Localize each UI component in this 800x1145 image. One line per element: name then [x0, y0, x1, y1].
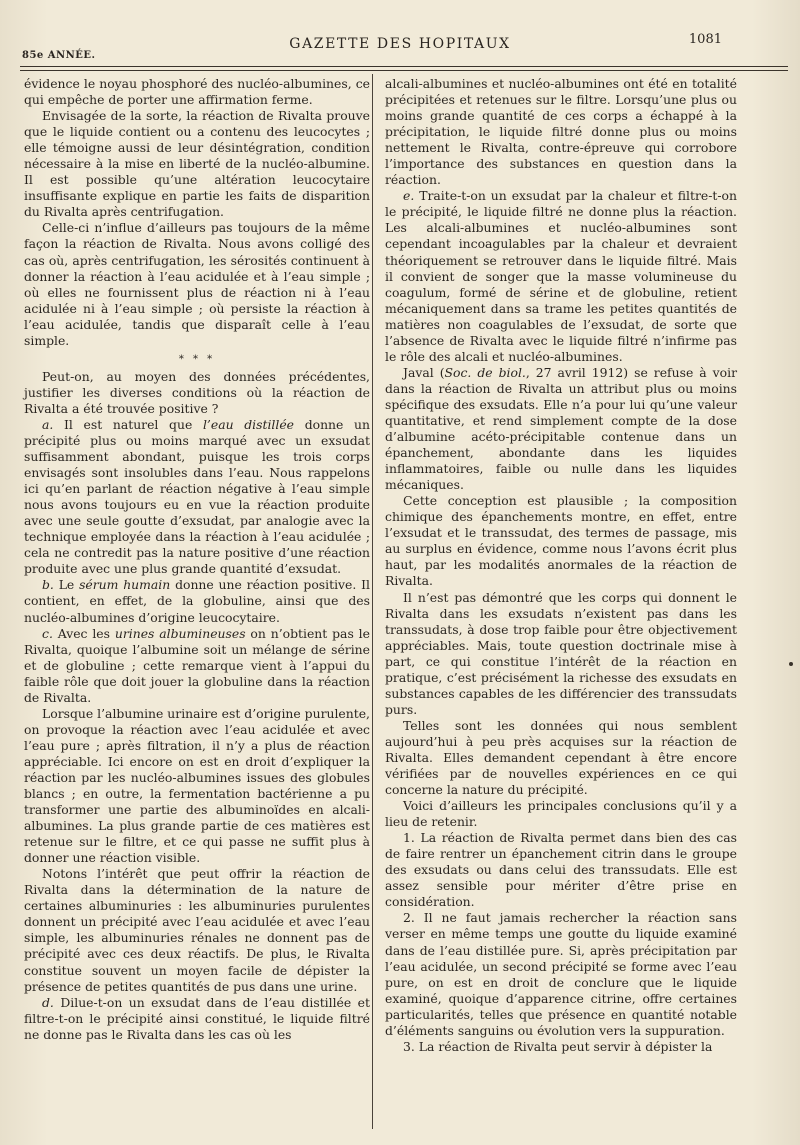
conclusion-item: 1. La réaction de Rivalta permet dans bien des cas de faire rentrer un épanchement citrin dans le groupe des exsudats ou dans celui des transsudats. Elle est assez sensible pour mériter d’être prise en considération.	[385, 830, 737, 910]
paragraph: Peut-on, au moyen des données précédentes, justifier les diverses conditions où la réaction de Rivalta a été trouvée positive ?	[24, 368, 370, 416]
paragraph: e. Traite-t-on un exsudat par la chaleur et filtre-t-on le précipité, le liquide filtré ne donne plus la réaction. Les alcali-albumines et nucléo-albumines sont cependant incoagulables par la chaleur et devraient théoriquement se retrouver dans le liquide filtré. Mais il convient de songer que la masse volumineuse du coagulum, formé de sérine et de globuline, retient mécaniquement dans sa trame les petites quantités de matières non coagulables de l’exsudat, de sorte que l’absence de Rivalta avec le liquide filtré n’infirme pas le rôle des alcali et nucléo-albumines.	[385, 188, 737, 364]
paragraph: Telles sont les données qui nous semblent aujourd’hui à peu près acquises sur la réaction de Rivalta. Elles demandent cependant à être encore vérifiées par de nouvelles expériences en ce qui concerne la nature du précipité.	[385, 717, 737, 798]
page-header	[0, 28, 800, 68]
item-letter: a.	[42, 416, 54, 432]
paragraph: Javal (Soc. de biol., 27 avril 1912) se refuse à voir dans la réaction de Rivalta un attribut plus ou moins spécifique des exsudats. Elle n’a pour lui qu’une valeur quantitative, et rend simplement compte de la dose d’albumine acéto-précipitable contenue dans un épanchement, abondante dans les liquides inflammatoires, faible ou nulle dans les liquides mécaniques.	[385, 364, 737, 493]
emphasis: urines albumineuses	[114, 625, 246, 641]
journal-title: GAZETTE DES HOPITAUX	[289, 36, 511, 52]
item-letter: e.	[403, 188, 415, 204]
year-label: 85e ANNÉE.	[22, 50, 96, 61]
page-number: 1081	[688, 32, 722, 47]
paragraph: c. Avec les urines albumineuses on n’obtient pas le Rivalta, quoique l’albumine soit un mélange de sérine et de globuline ; cette remarque vient à l’appui du faible rôle que doit jouer la globuline dans la réaction de Rivalta.	[24, 625, 370, 705]
paragraph: b. Le sérum humain donne une réaction positive. Il contient, en effet, de la globuline, ainsi que des nucléo-albumines d’origine leucocytaire.	[24, 577, 370, 625]
paragraph: Cette conception est plausible ; la composition chimique des épanchements montre, en effet, entre l’exsudat et le transsudat, des termes de passage, mis au surplus en évidence, comme nous l’avons écrit plus haut, par les modalités anormales de la réaction de Rivalta.	[385, 493, 737, 589]
paragraph: Il n’est pas démontré que les corps qui donnent le Rivalta dans les exsudats n’existent pas dans les transsudats, à dose trop faible pour être objectivement appréciables. Mais, toute question doctrinale mise à part, ce qui constitue l’intérêt de la réaction en pratique, c’est précisément la richesse des exsudats en substances capables de les différencier des transsudats purs.	[385, 589, 737, 717]
item-letter: d.	[42, 994, 54, 1010]
conclusion-item: 2. Il ne faut jamais rechercher la réaction sans verser en même temps une goutte du liquide examiné dans de l’eau distillée pure. Si, après précipitation par l’eau acidulée, un second précipité se forme avec l’eau pure, on est en droit de conclure que le liquide examiné, quoique d’apparence citrine, offre certaines particularités, telles que présence en quantité notable d’éléments sanguins ou évolution vers la suppuration.	[385, 910, 737, 1038]
emphasis: sérum humain	[79, 577, 171, 593]
paragraph: Envisagée de la sorte, la réaction de Rivalta prouve que le liquide contient ou a contenu des leucocytes ; elle témoigne aussi de leur désintégration, condition nécessaire à la mise en liberté de la nucléo-albumine. Il est possible qu’une altération leucocytaire insuffisante explique en partie les faits de disparition du Rivalta après centrifugation.	[24, 108, 370, 220]
paragraph: a. Il est naturel que l’eau distillée donne un précipité plus ou moins marqué avec un exsudat suffisamment abondant, puisque les trois corps envisagés sont insolubles dans l’eau. Nous rappelons ici qu’en parlant de réaction négative à l’eau simple nous avons toujours eu en vue la réaction produite avec une seule goutte d’exsudat, par analogie avec la technique employée dans la réaction à l’eau acidulée ; cela ne contredit pas la nature positive d’une réaction produite avec une plus grande quantité d’exsudat.	[24, 416, 370, 577]
item-letter: c.	[42, 625, 53, 641]
paragraph: Lorsque l’albumine urinaire est d’origine purulente, on provoque la réaction avec l’eau acidulée et avec l’eau pure ; après filtration, il n’y a plus de réaction appréciable. Ici encore on est en droit d’expliquer la réaction par les nucléo-albumines issues des globules blancs ; en outre, la fermentation bactérienne a pu transformer une partie des albuminoïdes en alcali-albumines. La plus grande partie de ces matières est retenue sur le filtre, et ce qui passe ne suffit plus à donner une réaction visible.	[24, 705, 370, 866]
section-separator: * * *	[178, 353, 216, 365]
paragraph: d. Dilue-t-on un exsudat dans de l’eau distillée et filtre-t-on le précipité ainsi constitué, le liquide filtré ne donne pas le Rivalta dans les cas où les	[24, 994, 370, 1042]
paragraph: Celle-ci n’influe d’ailleurs pas toujours de la même façon la réaction de Rivalta. Nous avons colligé des cas où, après centrifugation, les sérosités continuent à donner la réaction à l’eau acidulée et à l’eau simple ; où elles ne fournissent plus de réaction ni à l’eau acidulée ni à l’eau simple ; où persiste la réaction à l’eau acidulée, tandis que disparaît celle à l’eau simple.	[24, 220, 370, 348]
paragraph: Notons l’intérêt que peut offrir la réaction de Rivalta dans la détermination de la nature de certaines albuminuries : les albuminuries purulentes donnent un précipité avec l’eau acidulée et avec l’eau simple, les albuminuries rénales ne donnent pas de précipité avec ces deux réactifs. De plus, le Rivalta constitue souvent un moyen facile de dépister la présence de petites quantités de pus dans une urine.	[24, 866, 370, 994]
emphasis: l’eau distillée	[202, 416, 295, 432]
item-letter: b.	[42, 577, 54, 593]
column-divider	[372, 74, 373, 1129]
conclusion-item: 3. La réaction de Rivalta peut servir à dépister la	[403, 1038, 713, 1054]
margin-mark	[789, 662, 793, 666]
left-column	[24, 76, 370, 1043]
header-rule-thick	[20, 66, 788, 67]
header-rule-thin	[20, 70, 788, 71]
paragraph: alcali-albumines et nucléo-albumines ont été en totalité précipitées et retenues sur le filtre. Lorsqu’une plus ou moins grande quantité de ces corps a échappé à la précipitation, le liquide filtré donne plus ou moins nettement le Rivalta, contre-épreuve qui corrobore l’importance des substances en question dans la réaction.	[385, 76, 737, 188]
reference: Soc. de biol.	[444, 364, 526, 380]
paragraph: Voici d’ailleurs les principales conclusions qu’il y a lieu de retenir.	[385, 798, 737, 830]
right-column	[385, 76, 737, 1055]
paragraph: évidence le noyau phosphoré des nucléo-albumines, ce qui empêche de porter une affirmation ferme.	[24, 76, 370, 108]
